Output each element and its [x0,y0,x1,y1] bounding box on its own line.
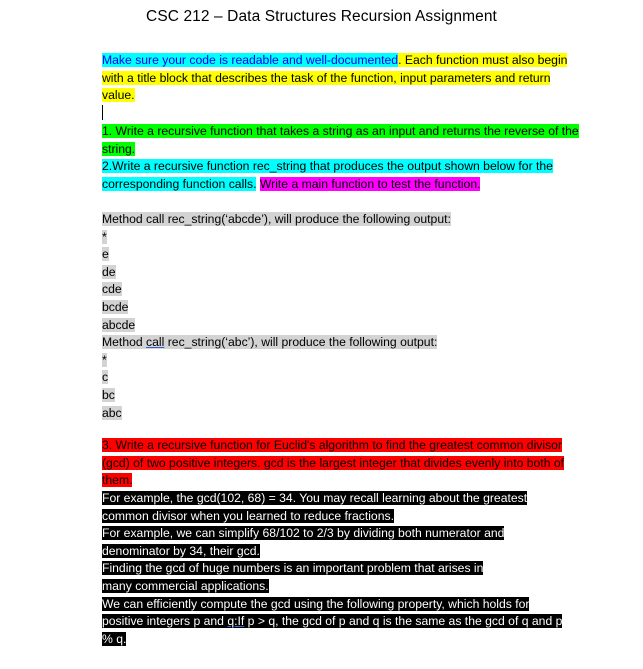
explain-line: % q. [102,631,127,646]
explain-line: For example, we can simplify 68/102 to 2/3 by dividing both numerator and [102,526,505,541]
explain-line: Finding the gcd of huge numbers is an important problem that arises in [102,561,484,576]
explain-line: positive integers p and q:If p > q, the gcd of p and q is the same as the gcd of q and p [102,614,563,629]
example1-line: de [102,264,116,279]
task2-text: 2.Write a recursive function rec_string that produces the output shown below for the corresponding function calls. [102,159,553,191]
example2-header: Method call rec_string(‘abc’), will produce the following output: [102,335,438,350]
example2-line: * [102,352,107,367]
example1-line: abcde [102,317,136,332]
example2-line: abc [102,405,122,420]
explain-line: We can efficiently compute the gcd using the following property, which holds for [102,596,530,611]
example1-line: * [102,229,107,244]
gcd-explanation [102,490,582,648]
intro-highlight-cyan: Make sure your code is readable and well-documented [102,53,399,67]
example1-line: bcde [102,299,129,314]
page-title: CSC 212 – Data Structures Recursion Assignment [146,8,497,25]
explain-line: denominator by 34, their gcd. [102,543,260,558]
example2-line: bc [102,387,115,402]
example1-header: Method call rec_string(‘abcde’), will produce the following output: [102,212,451,226]
example1-line: e [102,247,109,262]
explain-line: common divisor when you learned to reduce fractions. [102,508,394,523]
intro-highlight-yellow: . Each function must also begin with a title block that describes the task of the function, input parameters and return value. [102,53,568,103]
example1-line: cde [102,282,122,297]
task1-text: 1. Write a recursive function that takes a string as an input and returns the reverse of the string. [102,124,579,156]
example2-line: c [102,370,109,385]
tasks-paragraph [102,123,582,193]
task3-text: 3. Write a recursive function for Euclid's algorithm to find the greatest common divisor (gcd) of two positive integers. gcd is the largest integer that divides evenly into both of them. [102,438,565,488]
explain-line: For example, the gcd(102, 68) = 34. You may recall learning about the greatest [102,491,528,505]
task2-main-note: Write a main function to test the function. [259,176,481,191]
example1-block [102,211,582,422]
explain-line: many commercial applications. [102,578,269,593]
text-cursor [102,104,103,122]
task3-paragraph [102,437,574,490]
q-if-underlined: q:If [227,614,245,629]
intro-paragraph [102,52,582,105]
call-word-underlined: call [146,335,165,350]
